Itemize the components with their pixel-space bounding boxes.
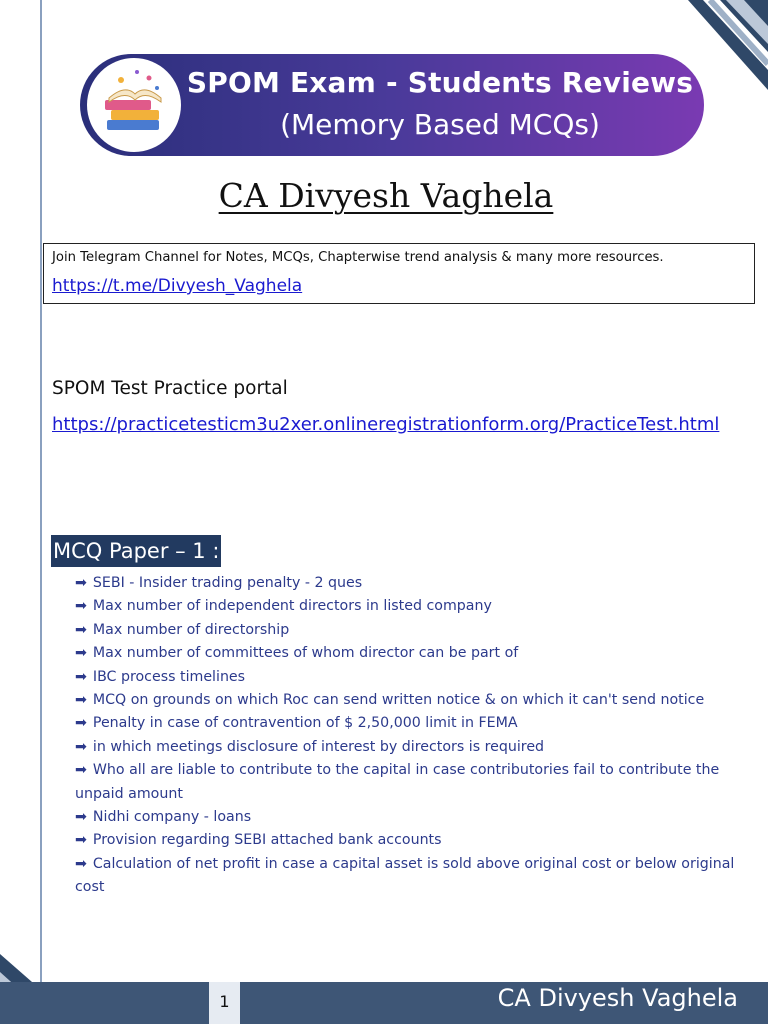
list-item xyxy=(75,666,753,689)
telegram-text: Join Telegram Channel for Notes, MCQs, Chapterwise trend analysis & many more resources. xyxy=(52,250,664,265)
banner-subtitle: (Memory Based MCQs) xyxy=(280,108,600,141)
list-item xyxy=(75,642,753,665)
list-item xyxy=(75,806,753,829)
telegram-link[interactable]: https://t.me/Divyesh_Vaghela xyxy=(52,276,303,296)
page-number: 1 xyxy=(209,982,240,1024)
list-item-text: Calculation of net profit in case a capital asset is sold above original cost or below original cost xyxy=(75,855,735,896)
arrow-right-icon: ➡ xyxy=(75,668,87,685)
portal-link[interactable]: https://practicetesticm3u2xer.onlineregistrationform.org/PracticeTest.html xyxy=(52,414,720,435)
list-item xyxy=(75,853,753,900)
list-item xyxy=(75,689,753,712)
mcq-topic-list xyxy=(75,572,753,900)
arrow-right-icon: ➡ xyxy=(75,715,87,732)
list-item-text: Nidhi company - loans xyxy=(92,809,252,826)
list-item-text: Max number of independent directors in listed company xyxy=(92,598,492,615)
arrow-right-icon: ➡ xyxy=(75,575,87,591)
list-item-text: Who all are liable to contribute to the capital in case contributories fail to contribute the unpaid amount xyxy=(75,762,720,802)
list-item-text: IBC process timelines xyxy=(92,668,246,685)
arrow-right-icon: ➡ xyxy=(75,692,87,709)
portal-label: SPOM Test Practice portal xyxy=(52,378,288,399)
list-item-text: in which meetings disclosure of interest by directors is required xyxy=(92,738,545,755)
mcq-paper-heading: MCQ Paper – 1 : xyxy=(51,535,221,567)
author-name: CA Divyesh Vaghela xyxy=(218,176,554,215)
arrow-right-icon: ➡ xyxy=(75,645,87,662)
list-item xyxy=(75,712,753,735)
arrow-right-icon: ➡ xyxy=(75,762,87,779)
list-item-text: MCQ on grounds on which Roc can send written notice & on which it can't send notice xyxy=(92,692,705,709)
list-item xyxy=(75,759,753,806)
books-logo-icon xyxy=(87,58,181,152)
arrow-right-icon: ➡ xyxy=(75,855,87,872)
list-item xyxy=(75,595,753,618)
list-item-text: Penalty in case of contravention of $ 2,50,000 limit in FEMA xyxy=(92,715,518,732)
author-heading xyxy=(0,176,768,215)
arrow-right-icon: ➡ xyxy=(75,598,87,615)
list-item-text: SEBI - Insider trading penalty - 2 ques xyxy=(92,575,363,591)
list-item xyxy=(75,572,753,595)
list-item-text: Max number of directorship xyxy=(92,621,290,638)
list-item-text: Provision regarding SEBI attached bank accounts xyxy=(92,832,442,849)
arrow-right-icon: ➡ xyxy=(75,738,87,755)
list-item-text: Max number of committees of whom director can be part of xyxy=(92,645,519,662)
footer-author-name: CA Divyesh Vaghela xyxy=(497,984,738,1012)
arrow-right-icon: ➡ xyxy=(75,809,87,826)
left-margin-rule xyxy=(40,0,42,982)
list-item xyxy=(75,736,753,759)
banner-title: SPOM Exam - Students Reviews xyxy=(186,66,694,99)
list-item xyxy=(75,619,753,642)
arrow-right-icon: ➡ xyxy=(75,621,87,638)
arrow-right-icon: ➡ xyxy=(75,832,87,849)
list-item xyxy=(75,829,753,852)
